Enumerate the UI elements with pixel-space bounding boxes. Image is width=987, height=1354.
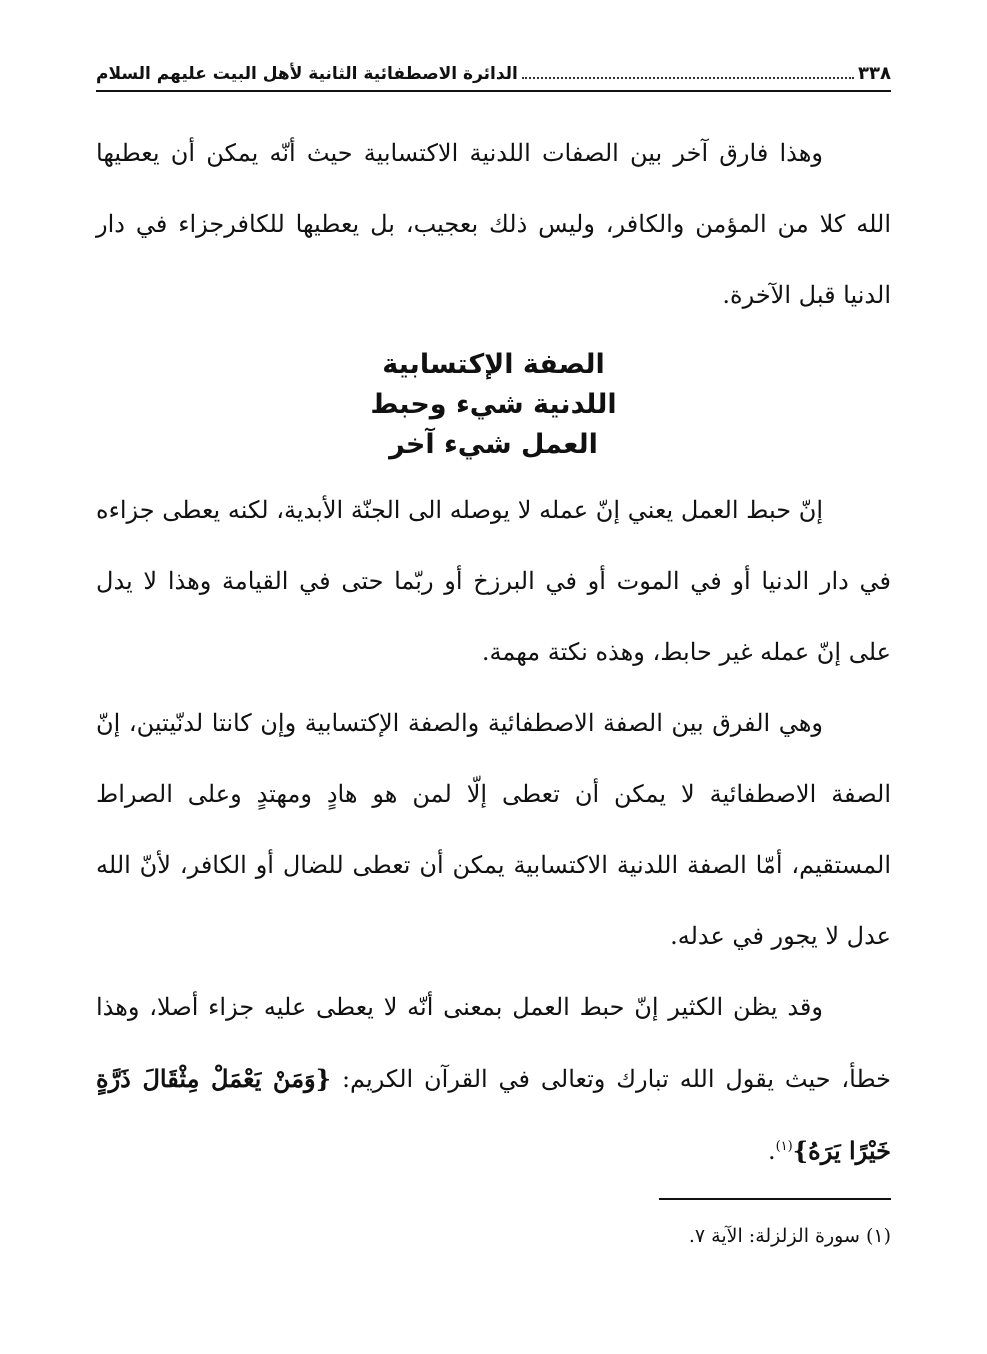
footnote-divider: [659, 1198, 891, 1200]
heading-line-1: الصفة الإكتسابية: [382, 349, 605, 380]
paragraph-1: وهذا فارق آخر بين الصفات اللدنية الاكتسابية حيث أنّه يمكن أن يعطيها الله كلا من المؤمن والكافر، وليس ذلك بعجيب، بل يعطيها للكافرجزاء في دار الدنيا قبل الآخرة.: [96, 139, 891, 309]
heading-line-2: اللدنية شيء وحبط: [370, 389, 617, 420]
quran-verse: {وَمَنْ يَعْمَلْ مِثْقَالَ ذَرَّةٍ خَيْرًا يَرَهُ}: [96, 1064, 891, 1165]
section-heading: [96, 345, 891, 465]
dotted-leader: [522, 77, 854, 79]
running-title: الدائرة الاصطفائية الثانية لأهل البيت عليهم السلام: [96, 64, 518, 84]
paragraph-4-end: .: [767, 1137, 776, 1165]
running-header: [96, 52, 891, 92]
paragraph-2: إنّ حبط العمل يعني إنّ عمله لا يوصله الى الجنّة الأبدية، لكنه يعطى جزاءه في دار الدنيا أو في الموت أو في البرزخ أو ربّما حتى في القيامة وهذا لا يدل على إنّ عمله غير حابط، وهذه نكتة مهمة.: [96, 496, 891, 666]
paragraph-3: وهي الفرق بين الصفة الاصطفائية والصفة الإكتسابية وإن كانتا لدنّيتين، إنّ الصفة الاصطفائية لا يمكن أن تعطى إلّا لمن هو هادٍ ومهتدٍ وعلى الصراط المستقيم، أمّا الصفة اللدنية الاكتسابية يمكن أن تعطى للضال أو الكافر، لأنّ الله عدل لا يجور في عدله.: [96, 709, 891, 950]
footnote-reference[interactable]: (١): [775, 1139, 793, 1154]
paragraph-4-text: وقد يظن الكثير إنّ حبط العمل بمعنى أنّه لا يعطى عليه جزاء أصلا، وهذا خطأ، حيث يقول الله تبارك وتعالى في القرآن الكريم:: [96, 993, 891, 1093]
heading-line-3: العمل شيء آخر: [389, 429, 598, 460]
paragraph-4: [96, 972, 891, 1187]
footnote: (١) سورة الزلزلة: الآية ٧.: [688, 1225, 891, 1247]
page-number: ٣٣٨: [858, 63, 891, 84]
body-text: [96, 118, 891, 1187]
